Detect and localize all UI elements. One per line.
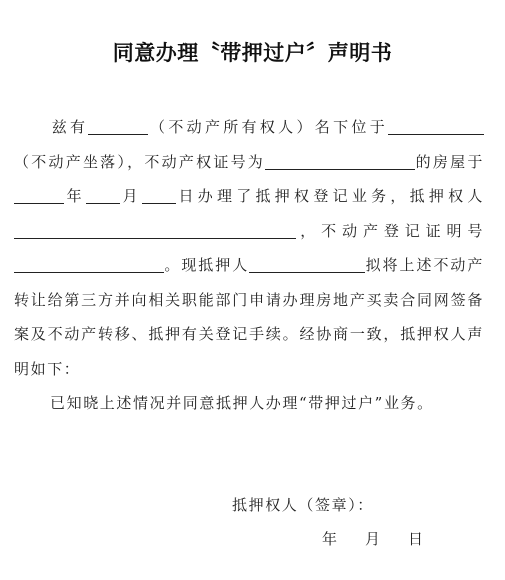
- text-segment: （不动产所有权人）名下位于: [148, 118, 388, 136]
- signature-label: 抵押权人（签章）：: [232, 496, 374, 514]
- text-segment: 年: [64, 187, 86, 205]
- date-month-label: 月: [365, 530, 381, 548]
- registration-month-blank[interactable]: [86, 185, 120, 204]
- text-segment: 月: [119, 187, 142, 205]
- registration-day-blank[interactable]: [142, 185, 176, 204]
- statement-paragraph: [14, 386, 484, 421]
- date-year-label: 年: [322, 530, 338, 548]
- date-day-label: 日: [408, 530, 424, 548]
- text-segment: 兹有: [50, 118, 89, 136]
- text-segment: 的房屋于: [415, 152, 484, 171]
- text-segment: 。现抵押人: [164, 256, 250, 274]
- date-line: [322, 528, 423, 549]
- declaration-body: [14, 110, 484, 421]
- text-segment: ，不动产登记证明号: [296, 221, 484, 240]
- mortgagee-name-blank[interactable]: [14, 220, 296, 239]
- owner-name-blank[interactable]: [88, 116, 148, 135]
- mortgagor-name-blank[interactable]: [249, 254, 365, 273]
- registration-certificate-number-blank[interactable]: [14, 254, 164, 273]
- property-location-blank[interactable]: [388, 116, 484, 135]
- declaration-paragraph: [14, 110, 484, 386]
- text-segment: 拟将上述不动产转让给第三方并向相关职能部门申请办理房地产买卖合同网签备案及不动产转移、抵押有关登记手续。经协商一致，抵押权人声明如下：: [14, 256, 484, 378]
- registration-year-blank[interactable]: [14, 185, 64, 204]
- text-segment: 日办理了抵押权登记业务，抵押权人: [175, 187, 484, 205]
- text-segment: （不动产坐落），不动产权证号为: [14, 152, 266, 171]
- property-certificate-number-blank[interactable]: [265, 151, 415, 170]
- statement-text: 已知晓上述情况并同意抵押人办理“带押过户”业务。: [50, 394, 434, 412]
- page-title: 同意办理〝带押过户〞声明书: [112, 41, 393, 65]
